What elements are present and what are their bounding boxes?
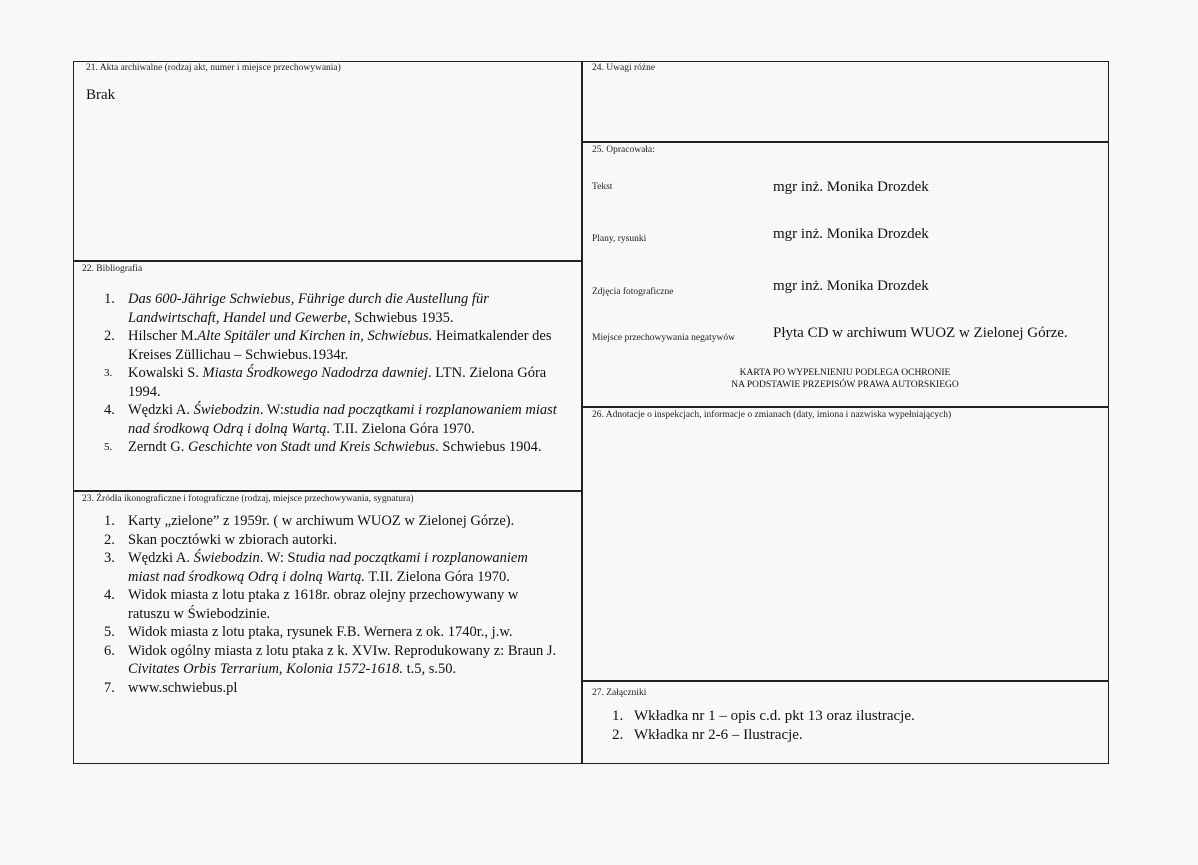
section-21-value: Brak — [86, 87, 116, 103]
list-item — [78, 401, 558, 438]
divider-22-23 — [73, 490, 582, 492]
item-number: 1. — [104, 291, 115, 307]
list-item — [78, 623, 558, 642]
divider-21-22 — [73, 260, 582, 262]
item-text: t.5, s.50. — [403, 661, 457, 677]
item-text: Świebodzin — [193, 402, 260, 418]
list-item — [78, 290, 558, 327]
section-26-label: 26. Adnotacje o inspekcjach, informacje o zmianach (daty, imiona i nazwiska wypełniających) — [592, 410, 952, 420]
row-text-key: Tekst — [592, 182, 613, 192]
list-item — [78, 512, 558, 531]
item-number: 1. — [104, 513, 115, 529]
item-text: . W: S — [259, 550, 296, 566]
copyright-notice — [585, 367, 1105, 391]
row-plans-key: Plany, rysunki — [592, 234, 647, 244]
row-text-value: mgr inż. Monika Drozdek — [773, 179, 929, 195]
row-photos-key: Zdjęcia fotograficzne — [592, 287, 674, 297]
item-text: Hilscher M. — [128, 328, 198, 344]
attachment-item — [612, 726, 915, 745]
item-text: Wędzki A. — [128, 550, 194, 566]
attachments-list — [612, 707, 915, 744]
row-negatives-value: Płyta CD w archiwum WUOZ w Zielonej Górze. — [773, 325, 1068, 341]
item-text: www.schwiebus.pl — [128, 679, 238, 696]
item-text: . T.II. Zielona Góra 1970. — [326, 420, 475, 437]
column-divider — [581, 61, 583, 764]
section-21-label: 21. Akta archiwalne (rodzaj akt, numer i miejsce przechowywania) — [86, 63, 341, 73]
item-text: Świebodzin — [193, 550, 260, 566]
list-item — [78, 679, 558, 698]
item-text: Kowalski S. — [128, 365, 203, 381]
row-negatives-key: Miejsce przechowywania negatywów — [592, 333, 735, 343]
section-22-label: 22. Bibliografia — [82, 264, 143, 274]
notice-line-1: KARTA PO WYPEŁNIENIU PODLEGA OCHRONIE — [739, 368, 951, 378]
section-23-label: 23. Źródła ikonograficzne i fotograficzne (rodzaj, miejsce przechowywania, sygnatura) — [82, 494, 414, 504]
item-text: T.II. Zielona Góra 1970. — [365, 568, 510, 585]
item-number: 3. — [104, 550, 115, 566]
item-text: Miasta Środkowego Nadodrza dawniej — [202, 365, 428, 381]
iconographic-sources-list — [78, 512, 558, 697]
item-text: Widok miasta z lotu ptaka, rysunek F.B. Wernera z ok. 1740r., j.w. — [128, 624, 513, 640]
list-item — [78, 642, 558, 679]
item-number: 5. — [104, 624, 115, 640]
item-text: Zerndt G. — [128, 439, 188, 455]
item-text: . W: — [259, 402, 284, 418]
divider-24-25 — [582, 141, 1109, 143]
item-number: 4. — [104, 587, 115, 603]
section-25-label: 25. Opracowała: — [592, 145, 655, 155]
item-number: 2. — [104, 328, 115, 344]
list-item — [78, 531, 558, 550]
item-text: Karty „zielone” z 1959r. ( w archiwum WUOZ w Zielonej Górze). — [128, 513, 515, 529]
item-text: Heimatkalender des Kreises Züllichau – Schwiebus.1934r. — [128, 328, 552, 363]
notice-line-2: NA PODSTAWIE PRZEPISÓW PRAWA AUTORSKIEGO — [731, 380, 959, 390]
item-text: Civitates Orbis Terrarium, Kolonia 1572-1618. — [128, 661, 403, 677]
list-item — [78, 327, 558, 364]
list-item — [78, 364, 558, 401]
item-number: 6. — [104, 642, 115, 659]
bibliography-list — [78, 290, 558, 457]
item-text: Widok miasta z lotu ptaka z 1618r. obraz olejny przechowywany w ratuszu w Świebodzinie. — [128, 587, 519, 622]
item-number: 5. — [104, 441, 113, 453]
list-item — [78, 549, 558, 586]
item-text: studia nad początkami i rozplanowaniem miast nad środkową Odrą i dolną Wartą — [128, 402, 557, 437]
attachment-num: 2. — [612, 726, 624, 743]
section-27-label: 27. Załączniki — [592, 688, 647, 698]
item-text: Skan pocztówki w zbiorach autorki. — [128, 531, 337, 548]
item-text: , Schwiebus 1935. — [347, 309, 454, 326]
attachment-num: 1. — [612, 708, 624, 724]
attachment-item — [612, 707, 915, 726]
row-plans-value: mgr inż. Monika Drozdek — [773, 226, 929, 242]
divider-25-26 — [582, 406, 1109, 408]
attachment-text: Wkładka nr 2-6 – Ilustracje. — [634, 726, 803, 743]
item-number: 3. — [104, 367, 113, 379]
item-text: Widok ogólny miasta z lotu ptaka z k. XVIw. Reprodukowany z: Braun J. — [128, 642, 557, 659]
row-photos-value: mgr inż. Monika Drozdek — [773, 278, 929, 294]
item-number: 2. — [104, 531, 115, 548]
item-number: 4. — [104, 402, 115, 418]
divider-26-27 — [582, 680, 1109, 682]
item-text: tudia nad początkami i rozplanowaniem miast nad środkową Odrą i dolną Wartą. — [128, 550, 528, 585]
item-text: Wędzki A. — [128, 402, 194, 418]
item-text: Alte Spitäler und Kirchen in, Schwiebus. — [197, 328, 433, 344]
item-number: 7. — [104, 679, 115, 696]
section-24-label: 24. Uwagi różne — [592, 63, 656, 73]
item-text: . Schwiebus 1904. — [435, 439, 542, 455]
item-text: Geschichte von Stadt und Kreis Schwiebus — [188, 439, 436, 455]
item-text: Das 600-Jährige Schwiebus, Führige durch die Austellung für Landwirtschaft, Handel und Gewerbe — [128, 291, 489, 326]
attachment-text: Wkładka nr 1 – opis c.d. pkt 13 oraz ilustracje. — [634, 708, 915, 724]
item-text: . LTN. Zielona Góra 1994. — [128, 365, 547, 400]
list-item — [78, 586, 558, 623]
list-item — [78, 438, 558, 457]
